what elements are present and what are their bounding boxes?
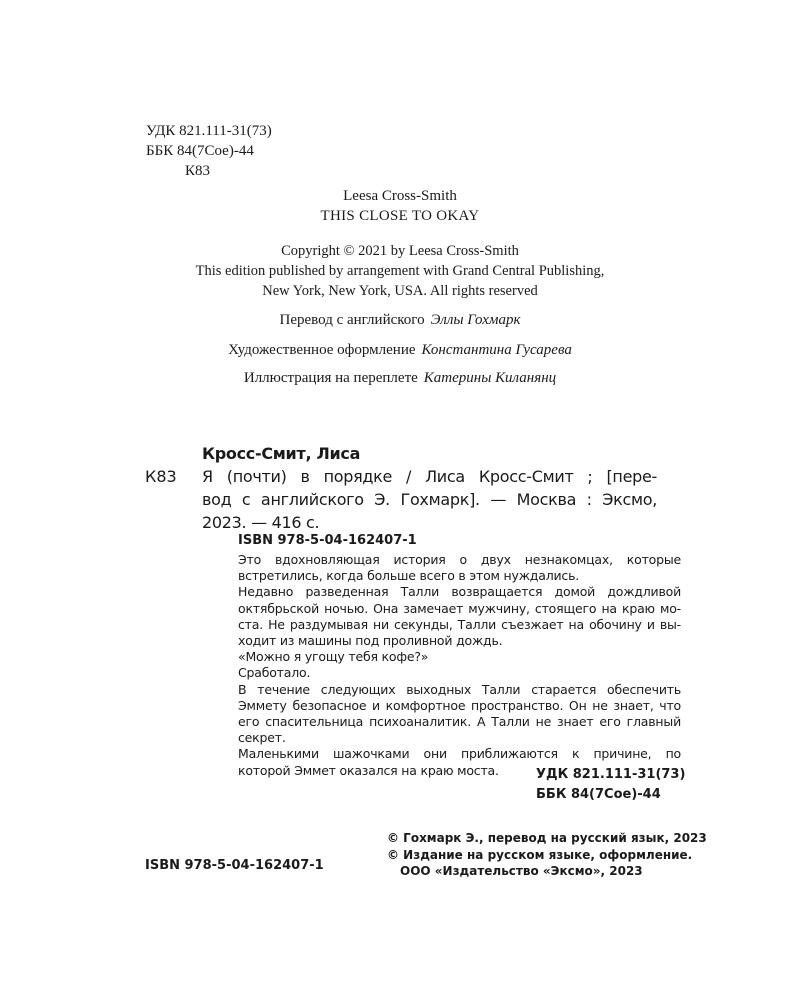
annotation-line: «Можно я угощу тебя кофе?» <box>238 649 429 665</box>
bottom-udk: УДК 821.111-31(73) <box>536 767 686 782</box>
bbk-code: ББК 84(7Сое)-44 <box>146 143 254 159</box>
bottom-classification <box>536 765 685 805</box>
annotation-line: Это вдохновляющая история о двух незнакомцах, которые <box>238 552 681 567</box>
catalog-line: Я (почти) в порядке / Лиса Кросс-Смит ; [пере- <box>202 467 657 486</box>
credit-illustration <box>0 370 800 387</box>
footer-isbn: ISBN 978-5-04-162407-1 <box>145 858 324 873</box>
catalog-isbn: ISBN 978-5-04-162407-1 <box>238 533 417 548</box>
copyright-line: Copyright © 2021 by Leesa Cross-Smith <box>281 243 519 259</box>
annotation-line: В течение следующих выходных Талли старается обеспечить <box>238 681 681 697</box>
annotation-line: его спасительница психоаналитик. А Талли не знает его главный <box>238 714 681 730</box>
credit-role: Перевод с английского <box>279 312 425 328</box>
annotation-line: Маленькими шажочками они приближаются к причине, по <box>238 746 681 762</box>
annotation-line: ходит из машины под проливной дождь. <box>238 633 503 649</box>
credit-name: Эллы Гохмарк <box>430 312 521 328</box>
original-title: THIS CLOSE TO OKAY <box>320 208 480 224</box>
credit-name: Катерины Киланянц <box>423 370 557 386</box>
original-copyright <box>0 241 800 301</box>
copyright-line: New York, New York, USA. All rights reserved <box>262 283 538 299</box>
footer-copyright-line: © Издание на русском языке, оформление. <box>387 847 693 862</box>
credit-design <box>0 342 800 359</box>
credit-name: Константина Гусарева <box>421 342 572 358</box>
credit-role: Художественное оформление <box>228 342 416 358</box>
credit-role: Иллюстрация на переплете <box>243 370 418 386</box>
original-author: Leesa Cross-Smith <box>343 188 457 204</box>
catalog-author: Кросс-Смит, Лиса <box>202 444 361 463</box>
annotation-line: ста. Не раздумывая ни секунды, Талли съезжает на обочину и вы- <box>238 616 681 632</box>
catalog-description <box>202 465 657 534</box>
annotation-line: Недавно разведенная Талли возвращается домой дождливой <box>238 584 681 600</box>
annotation-line: октябрьской ночью. Она замечает мужчину, стоящего на краю мо- <box>238 600 681 616</box>
credit-translation <box>0 312 800 329</box>
catalog-mark: К83 <box>145 467 177 486</box>
annotation-line: секрет. <box>238 730 286 746</box>
copyright-line: This edition published by arrangement with Grand Central Publishing, <box>195 263 605 279</box>
udk-code: УДК 821.111-31(73) <box>146 123 272 139</box>
bottom-bbk: ББК 84(7Сое)-44 <box>536 787 661 802</box>
classification-codes <box>146 121 272 181</box>
annotation-line: Эммету безопасное и комфортное пространство. Он не знает, что <box>238 697 681 713</box>
catalog-line: 2023. — 416 с. <box>202 513 320 532</box>
footer-copyright-line: © Гохмарк Э., перевод на русский язык, 2023 <box>387 831 707 845</box>
annotation-line: которой Эммет оказался на краю моста. <box>238 762 499 778</box>
footer-copyright <box>387 830 707 880</box>
catalog-line: вод с английского Э. Гохмарк]. — Москва : Эксмо, <box>202 490 657 509</box>
annotation-line: Сработало. <box>238 665 311 681</box>
author-mark: К83 <box>185 163 211 179</box>
footer-copyright-line: ООО «Издательство «Эксмо», 2023 <box>400 864 643 878</box>
annotation-line: встретились, когда больше всего в этом нуждались. <box>238 568 580 584</box>
annotation <box>238 552 681 779</box>
